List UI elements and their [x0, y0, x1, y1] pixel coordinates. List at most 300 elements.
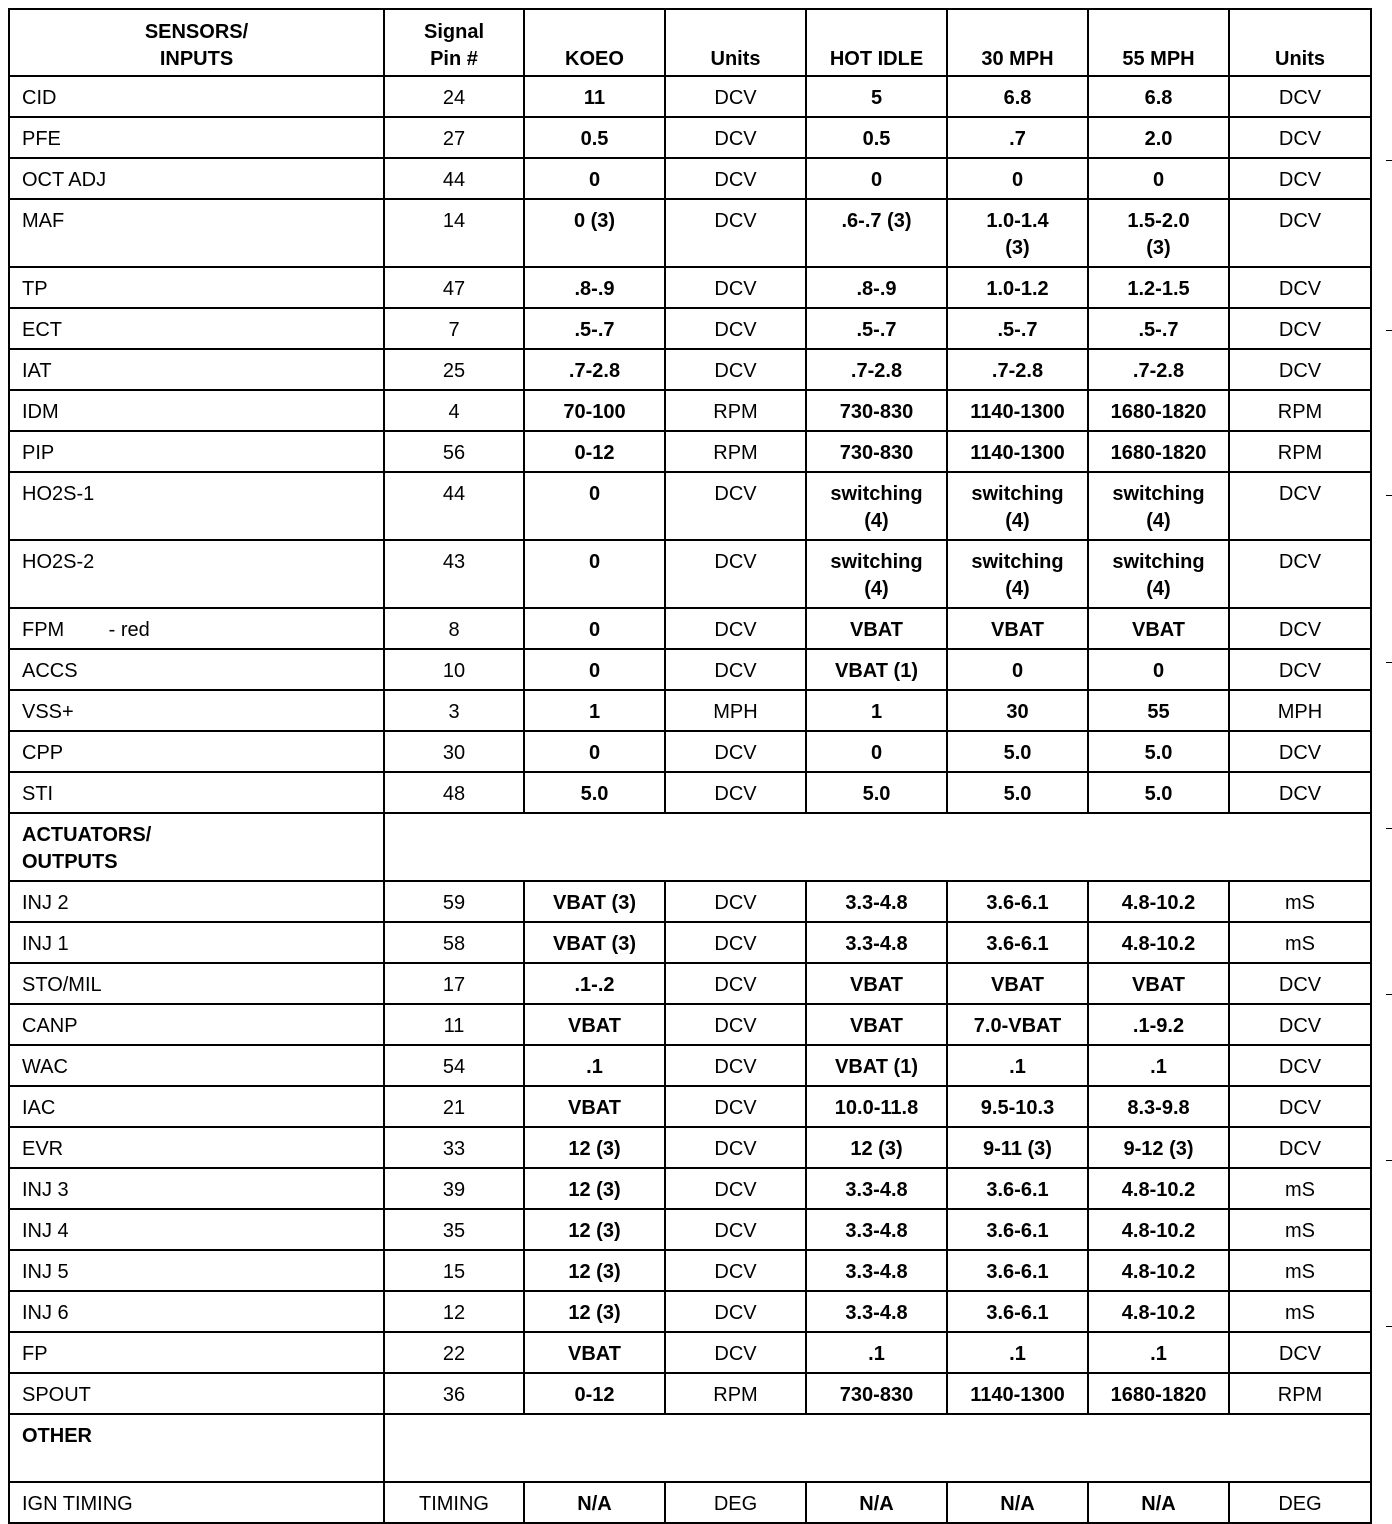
cell-hot-idle: VBAT	[806, 1004, 947, 1045]
cell-units-2: DCV	[1229, 1127, 1371, 1168]
cell-55-mph: 4.8-10.2	[1088, 1168, 1229, 1209]
cell-hot-idle: 0.5	[806, 117, 947, 158]
cell-name: TP	[9, 267, 384, 308]
cell-units-2: mS	[1229, 1291, 1371, 1332]
table-row	[9, 158, 1371, 199]
cell-hot-idle: 10.0-11.8	[806, 1086, 947, 1127]
cell-units-2: DCV	[1229, 117, 1371, 158]
cell-name: HO2S-1	[9, 472, 384, 540]
cell-koeo: VBAT	[524, 1332, 665, 1373]
cell-30-mph: 1140-1300	[947, 431, 1088, 472]
cell-hot-idle: 3.3-4.8	[806, 1250, 947, 1291]
cell-30-mph: 5.0	[947, 731, 1088, 772]
cell-name: EVR	[9, 1127, 384, 1168]
cell-30-mph: 3.6-6.1	[947, 881, 1088, 922]
table-row	[9, 390, 1371, 431]
cell-30-mph: .1	[947, 1332, 1088, 1373]
cell-55-mph: 1.2-1.5	[1088, 267, 1229, 308]
cell-units-2: DCV	[1229, 349, 1371, 390]
table-row	[9, 267, 1371, 308]
cell-30-mph: 5.0	[947, 772, 1088, 813]
cell-pin: 14	[384, 199, 524, 267]
cell-30-mph: 9-11 (3)	[947, 1127, 1088, 1168]
cell-pin: 15	[384, 1250, 524, 1291]
cell-hot-idle: VBAT	[806, 608, 947, 649]
cell-pin: 3	[384, 690, 524, 731]
cell-koeo: 5.0	[524, 772, 665, 813]
table-row	[9, 1332, 1371, 1373]
cell-units-2: mS	[1229, 1250, 1371, 1291]
cell-units: DCV	[665, 608, 806, 649]
cell-units-2: DCV	[1229, 649, 1371, 690]
cell-hot-idle: 0	[806, 158, 947, 199]
cell-30-mph: 1140-1300	[947, 390, 1088, 431]
cell-name: VSS+	[9, 690, 384, 731]
cell-koeo: .1-.2	[524, 963, 665, 1004]
cell-units-2: mS	[1229, 922, 1371, 963]
cell-30-mph: VBAT	[947, 608, 1088, 649]
cell-55-mph: 4.8-10.2	[1088, 1250, 1229, 1291]
cell-30-mph: N/A	[947, 1482, 1088, 1523]
cell-name: WAC	[9, 1045, 384, 1086]
cell-hot-idle: .7-2.8	[806, 349, 947, 390]
header-label: 30 MPH	[981, 48, 1054, 70]
header-label: Units	[1275, 48, 1325, 70]
cell-name: IGN TIMING	[9, 1482, 384, 1523]
table-row	[9, 608, 1371, 649]
cell-units-2: DCV	[1229, 1086, 1371, 1127]
cell-name: ECT	[9, 308, 384, 349]
table-row	[9, 349, 1371, 390]
cell-30-mph: 0	[947, 158, 1088, 199]
cell-koeo: N/A	[524, 1482, 665, 1523]
section-title: OTHER	[9, 1414, 384, 1482]
cell-55-mph: 2.0	[1088, 117, 1229, 158]
cell-pin: 21	[384, 1086, 524, 1127]
cell-name: PIP	[9, 431, 384, 472]
cell-units: DCV	[665, 117, 806, 158]
table-row	[9, 1250, 1371, 1291]
cell-units: RPM	[665, 431, 806, 472]
cell-30-mph: 3.6-6.1	[947, 922, 1088, 963]
cell-30-mph: .7	[947, 117, 1088, 158]
cell-hot-idle: VBAT (1)	[806, 649, 947, 690]
cell-koeo: 0	[524, 649, 665, 690]
cell-name: INJ 4	[9, 1209, 384, 1250]
cell-units: DCV	[665, 881, 806, 922]
header-label: HOT IDLE	[829, 48, 924, 70]
table-row	[9, 881, 1371, 922]
cell-55-mph: 5.0	[1088, 772, 1229, 813]
cell-55-mph: 4.8-10.2	[1088, 922, 1229, 963]
cell-koeo: .7-2.8	[524, 349, 665, 390]
cell-30-mph: 9.5-10.3	[947, 1086, 1088, 1127]
cell-55-mph: 1680-1820	[1088, 390, 1229, 431]
cell-55-mph: 4.8-10.2	[1088, 1291, 1229, 1332]
header-label: 55 MPH	[1122, 48, 1195, 70]
cell-55-mph: 6.8	[1088, 76, 1229, 117]
table-row	[9, 431, 1371, 472]
cell-units: DCV	[665, 1250, 806, 1291]
cell-55-mph: .1-9.2	[1088, 1004, 1229, 1045]
cell-units: DCV	[665, 1291, 806, 1332]
cell-pin: 59	[384, 881, 524, 922]
header-label: KOEO	[565, 48, 624, 70]
cell-pin: 44	[384, 158, 524, 199]
cell-units: DCV	[665, 308, 806, 349]
cell-55-mph: switching (4)	[1088, 540, 1229, 608]
table-row	[9, 472, 1371, 540]
cell-pin: 43	[384, 540, 524, 608]
cell-pin: 44	[384, 472, 524, 540]
cell-hot-idle: switching (4)	[806, 472, 947, 540]
margin-tick	[1386, 1160, 1392, 1161]
cell-pin: 22	[384, 1332, 524, 1373]
cell-hot-idle: switching (4)	[806, 540, 947, 608]
table-row	[9, 1086, 1371, 1127]
cell-units: DCV	[665, 540, 806, 608]
table-row	[9, 922, 1371, 963]
header-label: Signal Pin #	[423, 21, 484, 70]
cell-pin: 47	[384, 267, 524, 308]
cell-units: DEG	[665, 1482, 806, 1523]
cell-units-2: DEG	[1229, 1482, 1371, 1523]
table-row	[9, 1482, 1371, 1523]
cell-units: DCV	[665, 1086, 806, 1127]
cell-units: DCV	[665, 472, 806, 540]
cell-name: MAF	[9, 199, 384, 267]
header-units	[665, 9, 806, 76]
cell-pin: 8	[384, 608, 524, 649]
section-spacer	[384, 813, 1371, 881]
cell-units-2: DCV	[1229, 1045, 1371, 1086]
cell-koeo: 0-12	[524, 431, 665, 472]
cell-hot-idle: .8-.9	[806, 267, 947, 308]
cell-name: FP	[9, 1332, 384, 1373]
header-30-mph	[947, 9, 1088, 76]
cell-pin: 54	[384, 1045, 524, 1086]
cell-55-mph: .7-2.8	[1088, 349, 1229, 390]
cell-pin: 17	[384, 963, 524, 1004]
cell-name: INJ 6	[9, 1291, 384, 1332]
cell-55-mph: 1.5-2.0 (3)	[1088, 199, 1229, 267]
cell-koeo: VBAT	[524, 1004, 665, 1045]
cell-koeo: 12 (3)	[524, 1209, 665, 1250]
cell-koeo: 0	[524, 472, 665, 540]
header-signal-pin	[384, 9, 524, 76]
cell-name: HO2S-2	[9, 540, 384, 608]
cell-30-mph: .5-.7	[947, 308, 1088, 349]
cell-koeo: VBAT (3)	[524, 922, 665, 963]
cell-units: DCV	[665, 1332, 806, 1373]
cell-30-mph: 0	[947, 649, 1088, 690]
table-row	[9, 731, 1371, 772]
cell-name: IAT	[9, 349, 384, 390]
cell-units-2: DCV	[1229, 731, 1371, 772]
cell-units-2: DCV	[1229, 608, 1371, 649]
cell-units: DCV	[665, 158, 806, 199]
cell-koeo: 12 (3)	[524, 1127, 665, 1168]
cell-koeo: 70-100	[524, 390, 665, 431]
margin-tick	[1386, 330, 1392, 331]
cell-units: DCV	[665, 76, 806, 117]
cell-koeo: 0 (3)	[524, 199, 665, 267]
cell-30-mph: 3.6-6.1	[947, 1209, 1088, 1250]
cell-name: PFE	[9, 117, 384, 158]
cell-30-mph: switching (4)	[947, 540, 1088, 608]
cell-units: DCV	[665, 1209, 806, 1250]
cell-pin: 7	[384, 308, 524, 349]
cell-koeo: 0	[524, 608, 665, 649]
cell-units-2: DCV	[1229, 1004, 1371, 1045]
cell-55-mph: 55	[1088, 690, 1229, 731]
cell-name: CID	[9, 76, 384, 117]
cell-hot-idle: 1	[806, 690, 947, 731]
table-row	[9, 1004, 1371, 1045]
cell-55-mph: 4.8-10.2	[1088, 1209, 1229, 1250]
cell-pin: TIMING	[384, 1482, 524, 1523]
cell-units-2: DCV	[1229, 308, 1371, 349]
cell-55-mph: 1680-1820	[1088, 431, 1229, 472]
cell-hot-idle: 12 (3)	[806, 1127, 947, 1168]
header-row	[9, 9, 1371, 76]
cell-pin: 39	[384, 1168, 524, 1209]
table-row	[9, 1291, 1371, 1332]
table-row	[9, 1168, 1371, 1209]
table-row	[9, 1045, 1371, 1086]
table-row	[9, 963, 1371, 1004]
cell-name: INJ 5	[9, 1250, 384, 1291]
cell-hot-idle: 0	[806, 731, 947, 772]
cell-30-mph: VBAT	[947, 963, 1088, 1004]
cell-55-mph: switching (4)	[1088, 472, 1229, 540]
cell-hot-idle: N/A	[806, 1482, 947, 1523]
cell-units: DCV	[665, 199, 806, 267]
cell-hot-idle: 5.0	[806, 772, 947, 813]
table-body	[9, 76, 1371, 1523]
cell-pin: 12	[384, 1291, 524, 1332]
cell-units-2: mS	[1229, 1168, 1371, 1209]
cell-name: STO/MIL	[9, 963, 384, 1004]
cell-hot-idle: 3.3-4.8	[806, 922, 947, 963]
cell-units-2: DCV	[1229, 158, 1371, 199]
cell-name: ACCS	[9, 649, 384, 690]
cell-koeo: .5-.7	[524, 308, 665, 349]
cell-hot-idle: 3.3-4.8	[806, 1291, 947, 1332]
cell-pin: 48	[384, 772, 524, 813]
cell-hot-idle: 5	[806, 76, 947, 117]
cell-pin: 11	[384, 1004, 524, 1045]
cell-pin: 24	[384, 76, 524, 117]
cell-pin: 33	[384, 1127, 524, 1168]
cell-units-2: DCV	[1229, 199, 1371, 267]
cell-units-2: mS	[1229, 881, 1371, 922]
cell-hot-idle: 730-830	[806, 390, 947, 431]
cell-55-mph: VBAT	[1088, 963, 1229, 1004]
reference-values-table	[8, 8, 1372, 1524]
cell-pin: 36	[384, 1373, 524, 1414]
cell-koeo: 0	[524, 158, 665, 199]
cell-hot-idle: VBAT (1)	[806, 1045, 947, 1086]
cell-30-mph: 30	[947, 690, 1088, 731]
cell-units: DCV	[665, 1045, 806, 1086]
cell-koeo: 12 (3)	[524, 1168, 665, 1209]
cell-hot-idle: 3.3-4.8	[806, 1168, 947, 1209]
cell-name: CPP	[9, 731, 384, 772]
table-row	[9, 1209, 1371, 1250]
cell-30-mph: 1.0-1.2	[947, 267, 1088, 308]
cell-units: DCV	[665, 267, 806, 308]
cell-hot-idle: 730-830	[806, 1373, 947, 1414]
cell-koeo: 0.5	[524, 117, 665, 158]
cell-koeo: 0	[524, 540, 665, 608]
cell-pin: 58	[384, 922, 524, 963]
cell-units: DCV	[665, 772, 806, 813]
table-row	[9, 540, 1371, 608]
cell-units: DCV	[665, 1004, 806, 1045]
sensor-values-sheet	[8, 8, 1372, 1524]
table-row	[9, 117, 1371, 158]
table-row	[9, 649, 1371, 690]
cell-hot-idle: .1	[806, 1332, 947, 1373]
cell-name: STI	[9, 772, 384, 813]
cell-55-mph: VBAT	[1088, 608, 1229, 649]
cell-55-mph: .1	[1088, 1045, 1229, 1086]
cell-units-2: RPM	[1229, 1373, 1371, 1414]
header-koeo	[524, 9, 665, 76]
cell-55-mph: 0	[1088, 158, 1229, 199]
cell-units-2: DCV	[1229, 267, 1371, 308]
cell-55-mph: .1	[1088, 1332, 1229, 1373]
cell-koeo: 11	[524, 76, 665, 117]
cell-30-mph: 1.0-1.4 (3)	[947, 199, 1088, 267]
cell-30-mph: 3.6-6.1	[947, 1250, 1088, 1291]
cell-55-mph: 4.8-10.2	[1088, 881, 1229, 922]
margin-tick	[1386, 1326, 1392, 1327]
margin-tick	[1386, 828, 1392, 829]
cell-name: IDM	[9, 390, 384, 431]
cell-units: DCV	[665, 731, 806, 772]
cell-koeo: .8-.9	[524, 267, 665, 308]
cell-hot-idle: 3.3-4.8	[806, 881, 947, 922]
margin-tick	[1386, 495, 1392, 496]
cell-koeo: 0-12	[524, 1373, 665, 1414]
cell-koeo: VBAT (3)	[524, 881, 665, 922]
cell-units-2: MPH	[1229, 690, 1371, 731]
section-header-row	[9, 813, 1371, 881]
cell-30-mph: 1140-1300	[947, 1373, 1088, 1414]
cell-hot-idle: VBAT	[806, 963, 947, 1004]
cell-units: DCV	[665, 1168, 806, 1209]
table-row	[9, 308, 1371, 349]
cell-name: INJ 3	[9, 1168, 384, 1209]
cell-units: MPH	[665, 690, 806, 731]
cell-hot-idle: 3.3-4.8	[806, 1209, 947, 1250]
header-55-mph	[1088, 9, 1229, 76]
margin-tick	[1386, 662, 1392, 663]
cell-units-2: DCV	[1229, 1332, 1371, 1373]
cell-koeo: .1	[524, 1045, 665, 1086]
header-units-2	[1229, 9, 1371, 76]
cell-units: DCV	[665, 349, 806, 390]
cell-name: OCT ADJ	[9, 158, 384, 199]
cell-name: INJ 1	[9, 922, 384, 963]
table-row	[9, 1127, 1371, 1168]
cell-name: FPM - red	[9, 608, 384, 649]
section-title: ACTUATORS/ OUTPUTS	[9, 813, 384, 881]
cell-pin: 35	[384, 1209, 524, 1250]
header-label: SENSORS/ INPUTS	[144, 21, 249, 70]
cell-units: DCV	[665, 963, 806, 1004]
section-spacer	[384, 1414, 1371, 1482]
section-header-row	[9, 1414, 1371, 1482]
cell-koeo: 1	[524, 690, 665, 731]
cell-units-2: DCV	[1229, 963, 1371, 1004]
cell-units: DCV	[665, 649, 806, 690]
cell-name: CANP	[9, 1004, 384, 1045]
cell-name: INJ 2	[9, 881, 384, 922]
margin-tick	[1386, 160, 1392, 161]
table-row	[9, 76, 1371, 117]
cell-units: RPM	[665, 1373, 806, 1414]
header-sensors-inputs	[9, 9, 384, 76]
table-row	[9, 199, 1371, 267]
cell-pin: 27	[384, 117, 524, 158]
cell-units: RPM	[665, 390, 806, 431]
cell-30-mph: switching (4)	[947, 472, 1088, 540]
cell-55-mph: N/A	[1088, 1482, 1229, 1523]
table-row	[9, 772, 1371, 813]
cell-pin: 56	[384, 431, 524, 472]
cell-name: IAC	[9, 1086, 384, 1127]
margin-tick	[1386, 994, 1392, 995]
cell-hot-idle: .6-.7 (3)	[806, 199, 947, 267]
cell-units-2: DCV	[1229, 772, 1371, 813]
table-row	[9, 690, 1371, 731]
cell-30-mph: 3.6-6.1	[947, 1291, 1088, 1332]
cell-koeo: 12 (3)	[524, 1291, 665, 1332]
cell-pin: 25	[384, 349, 524, 390]
cell-name: SPOUT	[9, 1373, 384, 1414]
cell-koeo: 0	[524, 731, 665, 772]
cell-55-mph: .5-.7	[1088, 308, 1229, 349]
header-hot-idle	[806, 9, 947, 76]
table-row	[9, 1373, 1371, 1414]
cell-55-mph: 1680-1820	[1088, 1373, 1229, 1414]
cell-30-mph: .1	[947, 1045, 1088, 1086]
cell-units: DCV	[665, 1127, 806, 1168]
header-label: Units	[710, 48, 761, 70]
cell-units-2: RPM	[1229, 390, 1371, 431]
cell-55-mph: 9-12 (3)	[1088, 1127, 1229, 1168]
cell-pin: 10	[384, 649, 524, 690]
cell-units-2: DCV	[1229, 472, 1371, 540]
cell-units-2: DCV	[1229, 540, 1371, 608]
cell-units-2: RPM	[1229, 431, 1371, 472]
cell-units-2: DCV	[1229, 76, 1371, 117]
cell-55-mph: 8.3-9.8	[1088, 1086, 1229, 1127]
cell-30-mph: 7.0-VBAT	[947, 1004, 1088, 1045]
cell-units-2: mS	[1229, 1209, 1371, 1250]
cell-units: DCV	[665, 922, 806, 963]
cell-30-mph: 6.8	[947, 76, 1088, 117]
cell-hot-idle: 730-830	[806, 431, 947, 472]
cell-pin: 4	[384, 390, 524, 431]
cell-hot-idle: .5-.7	[806, 308, 947, 349]
cell-pin: 30	[384, 731, 524, 772]
cell-koeo: 12 (3)	[524, 1250, 665, 1291]
cell-55-mph: 5.0	[1088, 731, 1229, 772]
